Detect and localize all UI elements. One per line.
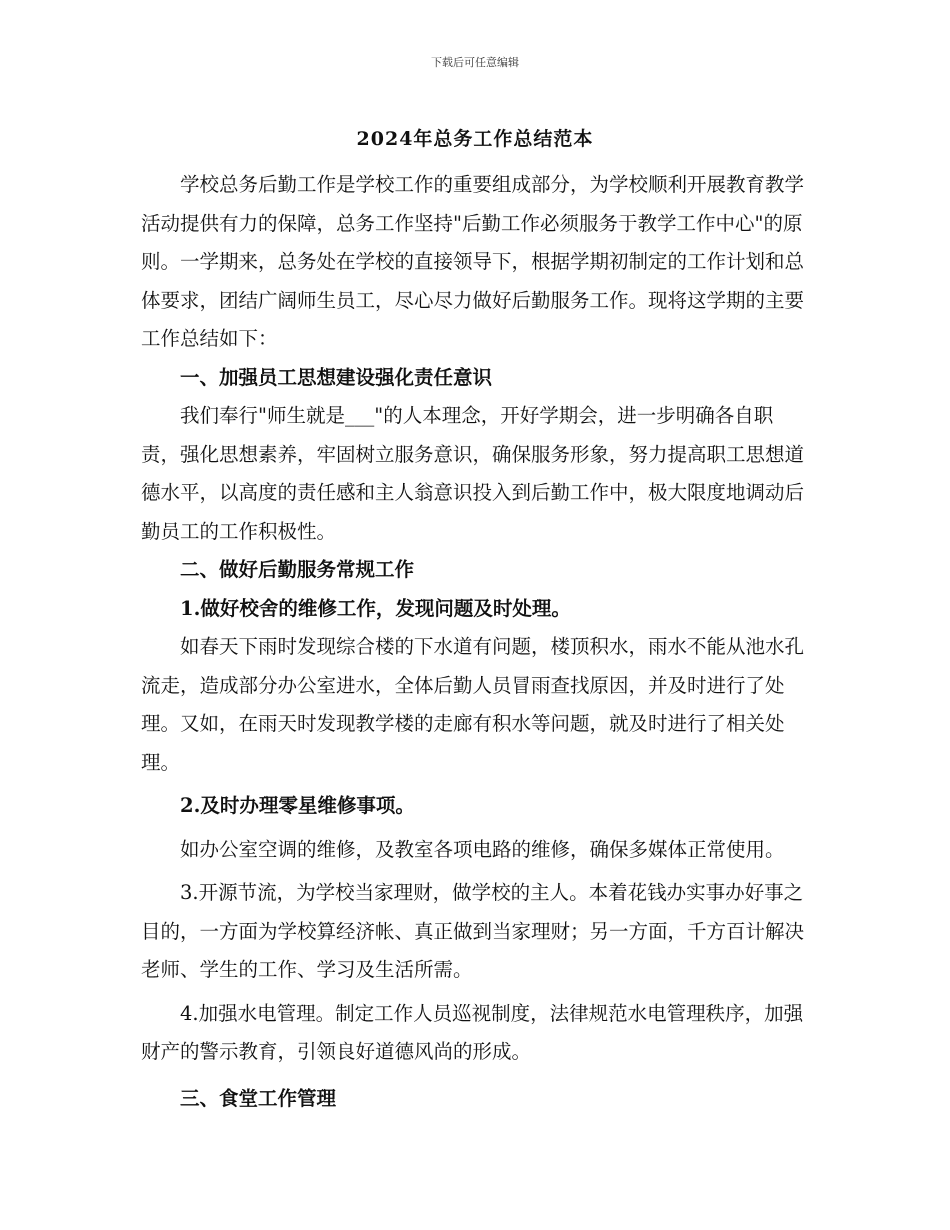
- section2-heading: 二、做好后勤服务常规工作: [180, 558, 415, 581]
- section3-heading: 三、食堂工作管理: [180, 1086, 337, 1110]
- item2-heading: 2.及时办理零星维修事项。: [180, 794, 415, 817]
- item3-paragraph: 3.开源节流，为学校当家理财，做学校的主人。本着花钱办实事办好事之目的，一方面为学校算经济帐、真正做到当家理财；另一方面，千方百计解决老师、学生的工作、学习及生活所需。: [141, 881, 805, 981]
- item2-paragraph: 如办公室空调的维修，及教室各项电路的维修，确保多媒体正常使用。: [180, 837, 785, 861]
- item1-paragraph: 如春天下雨时发现综合楼的下水道有问题，楼顶积水，雨水不能从池水孔流走，造成部分办公室进水，全体后勤人员冒雨查找原因，并及时进行了处理。又如，在雨天时发现教学楼的走廊有积水等问题，就及时进行了相关处理。: [141, 635, 805, 774]
- section1-paragraph: 我们奉行"师生就是___"的人本理念，开好学期会，进一步明确各自职责，强化思想素养，牢固树立服务意识，确保服务形象，努力提高职工思想道德水平，以高度的责任感和主人翁意识投入到后勤工作中，极大限度地调动后勤员工的工作积极性。: [141, 404, 805, 543]
- section1-heading: 一、加强员工思想建设强化责任意识: [180, 365, 493, 389]
- intro-paragraph: 学校总务后勤工作是学校工作的重要组成部分，为学校顺利开展教育教学活动提供有力的保障，总务工作坚持"后勤工作必须服务于教学工作中心"的原则。一学期来，总务处在学校的直接领导下，根据学期初制定的工作计划和总体要求，团结广阔师生员工，尽心尽力做好后勤服务工作。现将这学期的主要工作总结如下：: [141, 173, 805, 350]
- item4-paragraph: 4.加强水电管理。制定工作人员巡视制度，法律规范水电管理秩序，加强财产的警示教育，引领良好道德风尚的形成。: [141, 1001, 804, 1063]
- item1-heading: 1.做好校舍的维修工作，发现问题及时处理。: [180, 596, 571, 620]
- header-note: 下载后可任意编辑: [431, 56, 519, 69]
- document-title: 2024年总务工作总结范本: [356, 128, 594, 150]
- document-body: [141, 166, 811, 1118]
